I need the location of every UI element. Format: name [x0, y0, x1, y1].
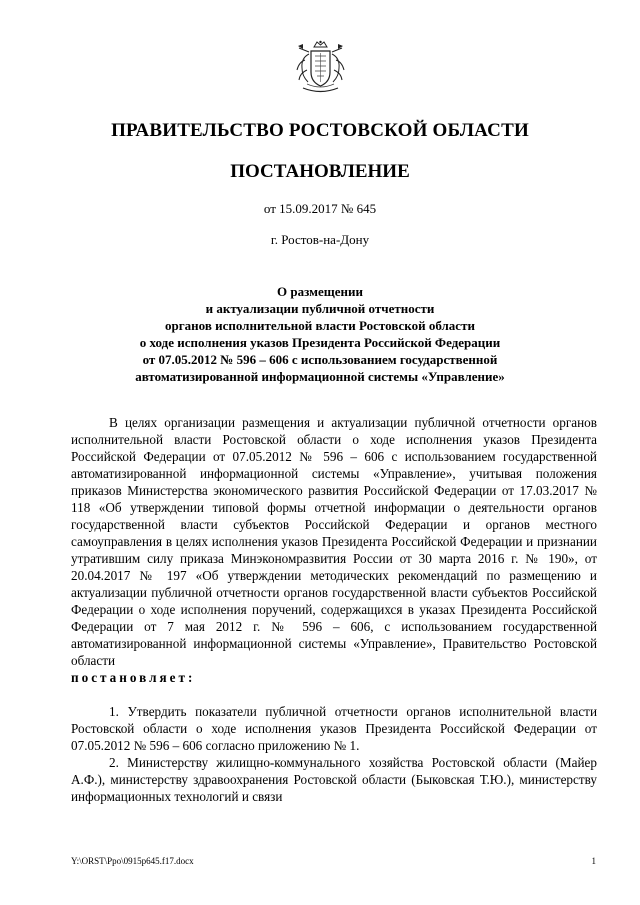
decree-paragraph [71, 669, 597, 686]
subject-line: от 07.05.2012 № 596 – 606 с использованием государственной [142, 352, 498, 367]
subject-line: органов исполнительной власти Ростовской области [165, 318, 475, 333]
footer-file-path: Y:\ORST\Ppo\0915p645.f17.docx [71, 856, 194, 866]
organization-title: ПРАВИТЕЛЬСТВО РОСТОВСКОЙ ОБЛАСТИ [111, 120, 529, 141]
document-date-number: от 15.09.2017 № 645 [263, 201, 377, 216]
document-subject [60, 283, 580, 385]
preamble-text: В целях организации размещения и актуализации публичной отчетности органов исполнительной власти Ростовской области о ходе исполнения указов Президента Российской Федерации от 07.05.2012 № 596 – 606 с использованием государственной автоматизированной информационной системы «Управление», учитывая положения приказов Министерства экономического развития Российской Федерации от 17.03.2017 № 118 «Об утверждении типовой формы отчетной информации о деятельности органов государственной власти субъектов Российской Федерации и органов местного самоуправления в целях исполнения указов Президента Российской Федерации и признании утратившим силу приказа Минэкономразвития России от 30 марта 2016 г. № 190», от 20.04.2017 № 197 «Об утверждении методических рекомендаций по размещению и актуализации публичной отчетности органов государственной власти субъектов Российской Федерации о ходе исполнения поручений, содержащихся в указах Президента Российской Федерации от 7 мая 2012 г. № 596 – 606, с использованием государственной автоматизированной информационной системы «Управление», Правительство Ростовской области [71, 415, 597, 668]
subject-line: автоматизированной информационной системы «Управление» [135, 369, 505, 384]
item-2-paragraph [71, 754, 597, 805]
preamble-paragraph [71, 414, 597, 669]
item-1-text: 1. Утвердить показатели публичной отчетности органов исполнительной власти Ростовской области о ходе исполнения указов Президента Российской Федерации от 07.05.2012 № 596 – 606 согласно приложению № 1. [71, 704, 597, 753]
coat-of-arms-icon [293, 40, 348, 96]
decree-word: постановляет: [71, 670, 196, 685]
document-body [71, 414, 597, 805]
item-2-text: 2. Министерству жилищно-коммунального хозяйства Ростовской области (Майер А.Ф.), министерству здравоохранения Ростовской области (Быковская Т.Ю.), министерству информационных технологий и связи [71, 755, 597, 804]
subject-line: О размещении [277, 284, 363, 299]
page-number: 1 [591, 856, 596, 866]
subject-line: о ходе исполнения указов Президента Российской Федерации [139, 335, 501, 350]
item-1-paragraph [71, 703, 597, 754]
subject-line: и актуализации публичной отчетности [205, 301, 435, 316]
document-type: ПОСТАНОВЛЕНИЕ [230, 161, 410, 182]
document-city: г. Ростов-на-Дону [270, 232, 370, 247]
